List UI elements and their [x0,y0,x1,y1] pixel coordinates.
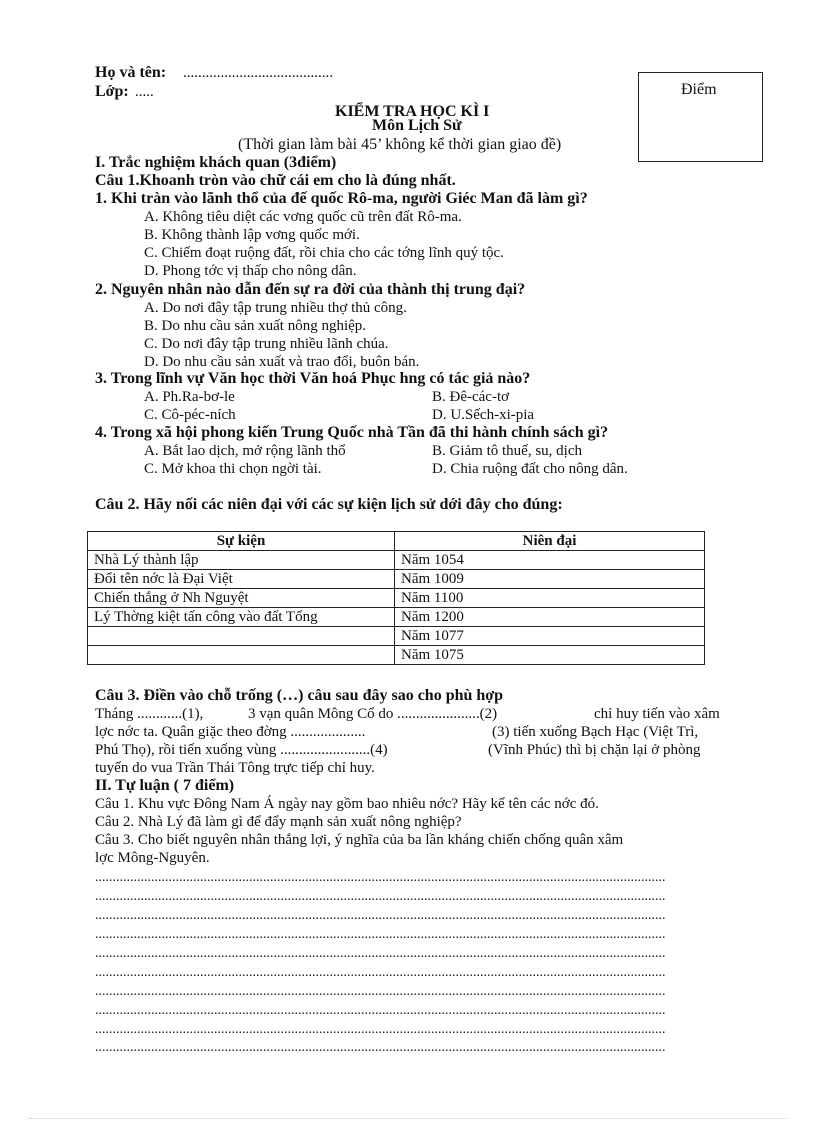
q3-line1-c: chỉ huy tiến vào xâm [594,706,720,722]
q3-heading: Câu 3. Điền vào chỗ trống (…) câu sau đây sao cho phù hợp [95,687,504,704]
name-blank[interactable]: ........................................ [183,65,333,81]
matching-table [87,531,705,665]
date-cell[interactable]: Năm 1054 [395,551,705,570]
q2-option-d[interactable]: D. Do nhu cầu sản xuất và trao đổi, buôn bán. [144,354,420,370]
answer-line[interactable]: ................................................................................................................................................................... [95,927,666,942]
q2-option-c[interactable]: C. Do nơi đây tập trung nhiều lãnh chúa. [144,336,389,352]
date-cell[interactable]: Năm 1009 [395,570,705,589]
q4-option-c[interactable]: C. Mở khoa thi chọn ngời tài. [144,461,322,477]
q1-option-d[interactable]: D. Phong tớc vị thấp cho nông dân. [144,263,357,279]
page-bottom-divider [28,1118,788,1119]
score-label: Điểm [681,81,717,98]
event-cell[interactable]: Chiến thắng ở Nh Nguyệt [88,589,395,608]
part2-heading: II. Tự luận ( 7 điểm) [95,777,235,794]
q1-option-c[interactable]: C. Chiếm đoạt ruộng đất, rồi chia cho các tớng lĩnh quý tộc. [144,245,504,261]
q3-option-d[interactable]: D. U.Sếch-xi-pia [432,407,535,423]
event-cell[interactable]: Đổi tên nớc là Đại Việt [88,570,395,589]
date-cell[interactable]: Năm 1100 [395,589,705,608]
name-label: Họ và tên: [95,64,167,81]
class-label: Lớp: [95,83,129,100]
answer-line[interactable]: ................................................................................................................................................................... [95,1003,666,1018]
q4-option-a[interactable]: A. Bắt lao dịch, mở rộng lãnh thổ [144,443,346,459]
exam-subject: Môn Lịch Sử [372,117,462,134]
answer-line[interactable]: ................................................................................................................................................................... [95,1022,666,1037]
essay-question-3: Câu 3. Cho biết nguyên nhân thắng lợi, ý nghĩa của ba lần kháng chiến chống quân xâm [95,832,624,848]
answer-line[interactable]: ................................................................................................................................................................... [95,946,666,961]
q2-heading: Câu 2. Hãy nối các niên đại với các sự kiện lịch sử dới đây cho đúng: [95,496,563,513]
table-row [88,551,705,570]
question-4: 4. Trong xã hội phong kiến Trung Quốc nhà Tần đã thi hành chính sách gì? [95,424,609,441]
q3-line4: tuyến do vua Trần Thái Tông trực tiếp chỉ huy. [95,760,375,776]
answer-line[interactable]: ................................................................................................................................................................... [95,984,666,999]
q3-line1-a[interactable]: Tháng ............(1), [95,706,204,722]
event-cell[interactable]: Nhà Lý thành lập [88,551,395,570]
answer-line[interactable]: ................................................................................................................................................................... [95,908,666,923]
time-note: (Thời gian làm bài 45’ không kể thời gian giao đề) [238,136,562,153]
q3-option-b[interactable]: B. Đê-các-tơ [432,389,510,405]
date-cell[interactable]: Năm 1075 [395,646,705,665]
q4-option-b[interactable]: B. Giảm tô thuế, su, dịch [432,443,582,459]
q2-option-a[interactable]: A. Do nơi đây tập trung nhiều thợ thủ công. [144,300,407,316]
q1-option-a[interactable]: A. Không tiêu diệt các vơng quốc cũ trên đất Rô-ma. [144,209,462,225]
answer-line[interactable]: ................................................................................................................................................................... [95,889,666,904]
score-box [638,72,763,162]
table-row [88,589,705,608]
question-3: 3. Trong lĩnh vự Văn học thời Văn hoá Phục hng có tác giả nào? [95,370,531,387]
table-row [88,570,705,589]
question-1: 1. Khi tràn vào lãnh thổ của đế quốc Rô-ma, người Giéc Man đã làm gì? [95,190,588,207]
q3-option-c[interactable]: C. Cô-péc-ních [144,407,236,423]
q2-option-b[interactable]: B. Do nhu cầu sản xuất nông nghiệp. [144,318,367,334]
question-2: 2. Nguyên nhân nào dẫn đến sự ra đời của thành thị trung đại? [95,281,526,298]
table-header-row [88,532,705,551]
q4-option-d[interactable]: D. Chia ruộng đất cho nông dân. [432,461,628,477]
date-cell[interactable]: Năm 1200 [395,608,705,627]
column-header-date: Niên đại [395,532,705,551]
table-row [88,646,705,665]
essay-question-3-cont: lợc Mông-Nguyên. [95,850,210,866]
event-cell[interactable] [88,627,395,646]
event-cell[interactable] [88,646,395,665]
q1-option-b[interactable]: B. Không thành lập vơng quốc mới. [144,227,360,243]
column-header-event: Sự kiện [88,532,395,551]
date-cell[interactable]: Năm 1077 [395,627,705,646]
q1-instruction: Câu 1.Khoanh tròn vào chữ cái em cho là đúng nhất. [95,172,456,189]
q3-option-a[interactable]: A. Ph.Ra-bơ-le [144,389,235,405]
answer-line[interactable]: ................................................................................................................................................................... [95,965,666,980]
event-cell[interactable]: Lý Thờng kiệt tấn công vào đất Tống [88,608,395,627]
part1-heading: I. Trắc nghiệm khách quan (3điểm) [95,154,337,171]
table-row [88,608,705,627]
exam-title: KIỂM TRA HỌC KÌ I [335,103,490,120]
essay-question-2: Câu 2. Nhà Lý đã làm gì để đẩy mạnh sản xuất nông nghiệp? [95,814,462,830]
q3-line2-b: (3) tiến xuống Bạch Hạc (Việt Trì, [492,724,699,740]
answer-line[interactable]: ................................................................................................................................................................... [95,870,666,885]
q3-line3-b: (Vĩnh Phúc) thì bị chặn lại ở phòng [488,742,701,758]
q3-line1-b[interactable]: 3 vạn quân Mông Cổ do ......................(2) [248,706,498,722]
q3-line3-a[interactable]: Phú Thọ), rồi tiến xuống vùng ........................(4) [95,742,388,758]
class-blank[interactable]: ..... [135,84,154,100]
q3-line2-a[interactable]: lợc nớc ta. Quân giặc theo đờng .................... [95,724,366,740]
answer-line[interactable]: ................................................................................................................................................................... [95,1040,666,1055]
essay-question-1: Câu 1. Khu vực Đông Nam Á ngày nay gồm bao nhiêu nớc? Hãy kể tên các nớc đó. [95,796,599,812]
table-row [88,627,705,646]
